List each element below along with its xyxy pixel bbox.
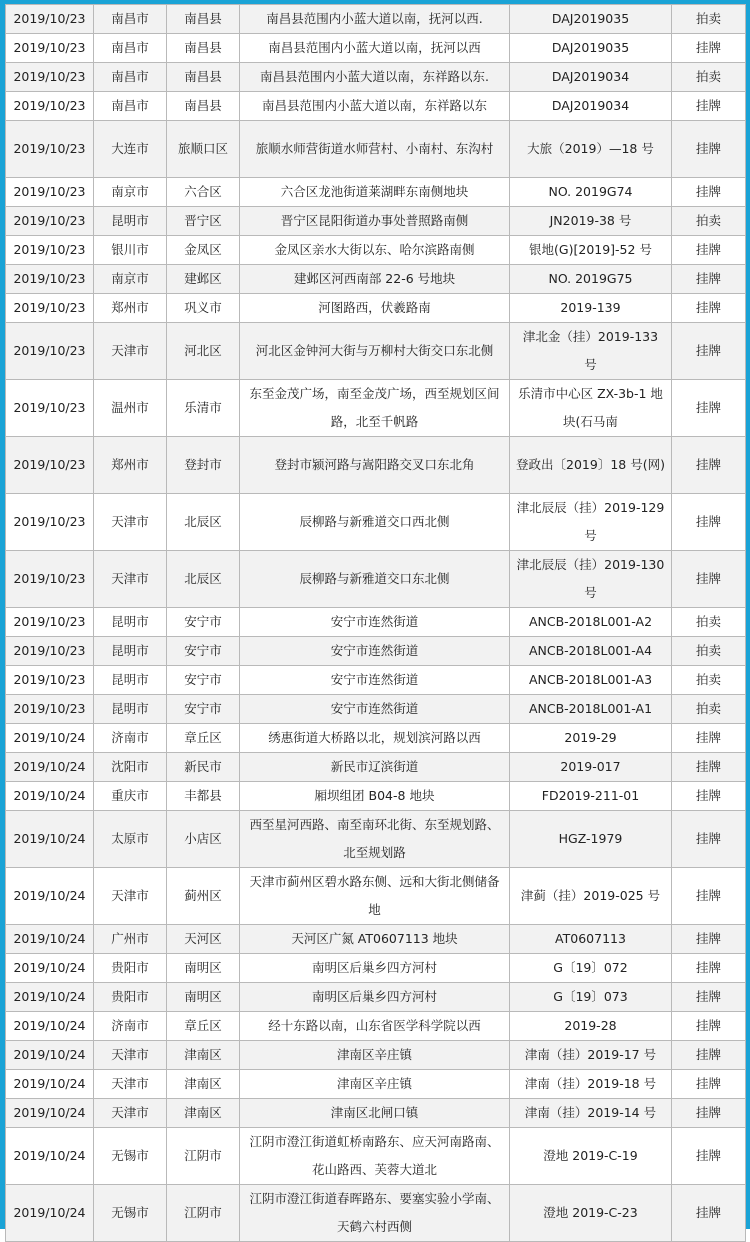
location-cell: 安宁市连然街道 — [240, 666, 510, 695]
transfer-method-cell: 挂牌 — [672, 551, 746, 608]
transfer-method-cell: 拍卖 — [672, 695, 746, 724]
location-cell: 安宁市连然街道 — [240, 695, 510, 724]
date-cell: 2019/10/23 — [6, 380, 94, 437]
date-cell: 2019/10/24 — [6, 1185, 94, 1242]
table-row — [6, 811, 746, 868]
location-cell: 河北区金钟河大街与万柳村大街交口东北侧 — [240, 323, 510, 380]
parcel-code-cell: 津南（挂）2019-17 号 — [510, 1041, 672, 1070]
parcel-code-cell: DAJ2019035 — [510, 5, 672, 34]
transfer-method-cell: 挂牌 — [672, 294, 746, 323]
district-cell: 安宁市 — [167, 608, 240, 637]
transfer-method-cell: 挂牌 — [672, 983, 746, 1012]
date-cell: 2019/10/23 — [6, 666, 94, 695]
city-cell: 贵阳市 — [94, 983, 167, 1012]
transfer-method-cell: 挂牌 — [672, 380, 746, 437]
district-cell: 章丘区 — [167, 1012, 240, 1041]
city-cell: 太原市 — [94, 811, 167, 868]
table-row — [6, 1099, 746, 1128]
transfer-method-cell: 挂牌 — [672, 1041, 746, 1070]
city-cell: 济南市 — [94, 1012, 167, 1041]
district-cell: 丰都县 — [167, 782, 240, 811]
location-cell: 江阴市澄江街道虹桥南路东、应天河南路南、花山路西、芙蓉大道北 — [240, 1128, 510, 1185]
city-cell: 无锡市 — [94, 1128, 167, 1185]
location-cell: 经十东路以南，山东省医学科学院以西 — [240, 1012, 510, 1041]
date-cell: 2019/10/23 — [6, 63, 94, 92]
city-cell: 广州市 — [94, 925, 167, 954]
city-cell: 昆明市 — [94, 207, 167, 236]
transfer-method-cell: 挂牌 — [672, 494, 746, 551]
table-row — [6, 236, 746, 265]
parcel-code-cell: G〔19〕072 — [510, 954, 672, 983]
parcel-code-cell: 2019-139 — [510, 294, 672, 323]
city-cell: 天津市 — [94, 868, 167, 925]
transfer-method-cell: 挂牌 — [672, 34, 746, 63]
table-row — [6, 34, 746, 63]
parcel-code-cell: DAJ2019035 — [510, 34, 672, 63]
city-cell: 沈阳市 — [94, 753, 167, 782]
table-row — [6, 178, 746, 207]
district-cell: 南昌县 — [167, 92, 240, 121]
table-row — [6, 265, 746, 294]
transfer-method-cell: 拍卖 — [672, 207, 746, 236]
district-cell: 江阴市 — [167, 1185, 240, 1242]
date-cell: 2019/10/24 — [6, 724, 94, 753]
date-cell: 2019/10/24 — [6, 1041, 94, 1070]
location-cell: 安宁市连然街道 — [240, 637, 510, 666]
transfer-method-cell: 挂牌 — [672, 753, 746, 782]
district-cell: 河北区 — [167, 323, 240, 380]
date-cell: 2019/10/23 — [6, 551, 94, 608]
district-cell: 蓟州区 — [167, 868, 240, 925]
date-cell: 2019/10/23 — [6, 608, 94, 637]
transfer-method-cell: 挂牌 — [672, 92, 746, 121]
transfer-method-cell: 挂牌 — [672, 265, 746, 294]
city-cell: 郑州市 — [94, 294, 167, 323]
location-cell: 津南区辛庄镇 — [240, 1070, 510, 1099]
table-row — [6, 5, 746, 34]
date-cell: 2019/10/23 — [6, 265, 94, 294]
transfer-method-cell: 挂牌 — [672, 782, 746, 811]
district-cell: 津南区 — [167, 1070, 240, 1099]
city-cell: 贵阳市 — [94, 954, 167, 983]
district-cell: 小店区 — [167, 811, 240, 868]
district-cell: 安宁市 — [167, 637, 240, 666]
table-row — [6, 608, 746, 637]
parcel-code-cell: 银地(G)[2019]-52 号 — [510, 236, 672, 265]
date-cell: 2019/10/23 — [6, 34, 94, 63]
table-row — [6, 121, 746, 178]
transfer-method-cell: 挂牌 — [672, 1185, 746, 1242]
location-cell: 东至金茂广场，南至金茂广场，西至规划区间路，北至千帆路 — [240, 380, 510, 437]
date-cell: 2019/10/24 — [6, 925, 94, 954]
parcel-code-cell: G〔19〕073 — [510, 983, 672, 1012]
parcel-code-cell: 津北辰辰（挂）2019-130 号 — [510, 551, 672, 608]
date-cell: 2019/10/23 — [6, 5, 94, 34]
district-cell: 南明区 — [167, 954, 240, 983]
district-cell: 江阴市 — [167, 1128, 240, 1185]
location-cell: 南昌县范围内小蓝大道以南，东祥路以东. — [240, 63, 510, 92]
location-cell: 南明区后巢乡四方河村 — [240, 954, 510, 983]
parcel-code-cell: 澄地 2019-C-19 — [510, 1128, 672, 1185]
district-cell: 旅顺口区 — [167, 121, 240, 178]
date-cell: 2019/10/23 — [6, 92, 94, 121]
district-cell: 南昌县 — [167, 34, 240, 63]
location-cell: 绣惠街道大桥路以北，规划滨河路以西 — [240, 724, 510, 753]
district-cell: 南昌县 — [167, 63, 240, 92]
location-cell: 津南区辛庄镇 — [240, 1041, 510, 1070]
location-cell: 登封市颍河路与嵩阳路交叉口东北角 — [240, 437, 510, 494]
location-cell: 河图路西，伏羲路南 — [240, 294, 510, 323]
district-cell: 津南区 — [167, 1041, 240, 1070]
district-cell: 登封市 — [167, 437, 240, 494]
city-cell: 天津市 — [94, 1099, 167, 1128]
city-cell: 南京市 — [94, 265, 167, 294]
district-cell: 津南区 — [167, 1099, 240, 1128]
location-cell: 金凤区亲水大街以东、哈尔滨路南侧 — [240, 236, 510, 265]
transfer-method-cell: 拍卖 — [672, 637, 746, 666]
date-cell: 2019/10/23 — [6, 323, 94, 380]
parcel-code-cell: AT0607113 — [510, 925, 672, 954]
district-cell: 乐清市 — [167, 380, 240, 437]
table-row — [6, 1070, 746, 1099]
location-cell: 西至星河西路、南至南环北街、东至规划路、北至规划路 — [240, 811, 510, 868]
city-cell: 昆明市 — [94, 637, 167, 666]
parcel-code-cell: FD2019-211-01 — [510, 782, 672, 811]
location-cell: 旅顺水师营街道水师营村、小南村、东沟村 — [240, 121, 510, 178]
table-row — [6, 1012, 746, 1041]
table-row — [6, 1185, 746, 1242]
date-cell: 2019/10/24 — [6, 868, 94, 925]
date-cell: 2019/10/23 — [6, 207, 94, 236]
table-row — [6, 925, 746, 954]
parcel-code-cell: DAJ2019034 — [510, 92, 672, 121]
parcel-code-cell: JN2019-38 号 — [510, 207, 672, 236]
district-cell: 南明区 — [167, 983, 240, 1012]
date-cell: 2019/10/24 — [6, 1012, 94, 1041]
table-row — [6, 782, 746, 811]
city-cell: 南昌市 — [94, 34, 167, 63]
date-cell: 2019/10/24 — [6, 1099, 94, 1128]
date-cell: 2019/10/24 — [6, 954, 94, 983]
parcel-code-cell: 津南（挂）2019-18 号 — [510, 1070, 672, 1099]
parcel-code-cell: ANCB-2018L001-A3 — [510, 666, 672, 695]
land-transaction-table — [5, 4, 746, 1242]
district-cell: 章丘区 — [167, 724, 240, 753]
table-row — [6, 983, 746, 1012]
parcel-code-cell: ANCB-2018L001-A1 — [510, 695, 672, 724]
table-body — [6, 5, 746, 1242]
table-row — [6, 724, 746, 753]
table-row — [6, 380, 746, 437]
city-cell: 天津市 — [94, 1070, 167, 1099]
city-cell: 南昌市 — [94, 63, 167, 92]
parcel-code-cell: 津北辰辰（挂）2019-129 号 — [510, 494, 672, 551]
city-cell: 重庆市 — [94, 782, 167, 811]
city-cell: 无锡市 — [94, 1185, 167, 1242]
transfer-method-cell: 挂牌 — [672, 1128, 746, 1185]
transfer-method-cell: 挂牌 — [672, 1070, 746, 1099]
location-cell: 厢坝组团 B04-8 地块 — [240, 782, 510, 811]
table-row — [6, 63, 746, 92]
district-cell: 安宁市 — [167, 695, 240, 724]
parcel-code-cell: 澄地 2019-C-23 — [510, 1185, 672, 1242]
transfer-method-cell: 挂牌 — [672, 954, 746, 983]
parcel-code-cell: 大旅（2019）—18 号 — [510, 121, 672, 178]
location-cell: 安宁市连然街道 — [240, 608, 510, 637]
transfer-method-cell: 挂牌 — [672, 437, 746, 494]
location-cell: 南明区后巢乡四方河村 — [240, 983, 510, 1012]
date-cell: 2019/10/23 — [6, 637, 94, 666]
district-cell: 建邺区 — [167, 265, 240, 294]
district-cell: 天河区 — [167, 925, 240, 954]
city-cell: 南昌市 — [94, 92, 167, 121]
district-cell: 南昌县 — [167, 5, 240, 34]
date-cell: 2019/10/24 — [6, 1128, 94, 1185]
location-cell: 江阴市澄江街道春晖路东、要塞实验小学南、天鹤六村西侧 — [240, 1185, 510, 1242]
parcel-code-cell: 津蓟（挂）2019-025 号 — [510, 868, 672, 925]
table-row — [6, 92, 746, 121]
transfer-method-cell: 挂牌 — [672, 236, 746, 265]
table-row — [6, 666, 746, 695]
city-cell: 昆明市 — [94, 608, 167, 637]
parcel-code-cell: NO. 2019G74 — [510, 178, 672, 207]
city-cell: 天津市 — [94, 551, 167, 608]
location-cell: 天津市蓟州区碧水路东侧、远和大街北侧储备地 — [240, 868, 510, 925]
table-row — [6, 1128, 746, 1185]
location-cell: 南昌县范围内小蓝大道以南，东祥路以东 — [240, 92, 510, 121]
date-cell: 2019/10/23 — [6, 294, 94, 323]
parcel-code-cell: 2019-017 — [510, 753, 672, 782]
date-cell: 2019/10/24 — [6, 811, 94, 868]
city-cell: 郑州市 — [94, 437, 167, 494]
table-row — [6, 868, 746, 925]
city-cell: 温州市 — [94, 380, 167, 437]
location-cell: 南昌县范围内小蓝大道以南，抚河以西 — [240, 34, 510, 63]
transfer-method-cell: 挂牌 — [672, 868, 746, 925]
city-cell: 济南市 — [94, 724, 167, 753]
parcel-code-cell: 乐清市中心区 ZX-3b-1 地块(石马南 — [510, 380, 672, 437]
transfer-method-cell: 拍卖 — [672, 63, 746, 92]
location-cell: 津南区北闸口镇 — [240, 1099, 510, 1128]
city-cell: 昆明市 — [94, 695, 167, 724]
parcel-code-cell: 津北金（挂）2019-133 号 — [510, 323, 672, 380]
transfer-method-cell: 挂牌 — [672, 323, 746, 380]
transfer-method-cell: 拍卖 — [672, 5, 746, 34]
date-cell: 2019/10/23 — [6, 695, 94, 724]
city-cell: 大连市 — [94, 121, 167, 178]
date-cell: 2019/10/24 — [6, 983, 94, 1012]
date-cell: 2019/10/24 — [6, 1070, 94, 1099]
district-cell: 安宁市 — [167, 666, 240, 695]
district-cell: 六合区 — [167, 178, 240, 207]
date-cell: 2019/10/23 — [6, 494, 94, 551]
table-row — [6, 695, 746, 724]
transfer-method-cell: 挂牌 — [672, 925, 746, 954]
parcel-code-cell: 2019-29 — [510, 724, 672, 753]
transfer-method-cell: 挂牌 — [672, 1099, 746, 1128]
city-cell: 天津市 — [94, 1041, 167, 1070]
date-cell: 2019/10/23 — [6, 236, 94, 265]
parcel-code-cell: ANCB-2018L001-A4 — [510, 637, 672, 666]
table-row — [6, 323, 746, 380]
transfer-method-cell: 挂牌 — [672, 1012, 746, 1041]
date-cell: 2019/10/23 — [6, 437, 94, 494]
district-cell: 新民市 — [167, 753, 240, 782]
table-row — [6, 437, 746, 494]
transfer-method-cell: 挂牌 — [672, 178, 746, 207]
location-cell: 六合区龙池街道莱湖畔东南侧地块 — [240, 178, 510, 207]
table-row — [6, 207, 746, 236]
location-cell: 辰柳路与新雅道交口西北侧 — [240, 494, 510, 551]
date-cell: 2019/10/24 — [6, 782, 94, 811]
transfer-method-cell: 挂牌 — [672, 811, 746, 868]
parcel-code-cell: 2019-28 — [510, 1012, 672, 1041]
date-cell: 2019/10/24 — [6, 753, 94, 782]
district-cell: 金凤区 — [167, 236, 240, 265]
city-cell: 天津市 — [94, 323, 167, 380]
transfer-method-cell: 挂牌 — [672, 121, 746, 178]
transfer-method-cell: 拍卖 — [672, 608, 746, 637]
location-cell: 天河区广氮 AT0607113 地块 — [240, 925, 510, 954]
parcel-code-cell: DAJ2019034 — [510, 63, 672, 92]
table-row — [6, 753, 746, 782]
location-cell: 南昌县范围内小蓝大道以南，抚河以西. — [240, 5, 510, 34]
transfer-method-cell: 挂牌 — [672, 724, 746, 753]
parcel-code-cell: HGZ-1979 — [510, 811, 672, 868]
location-cell: 辰柳路与新雅道交口东北侧 — [240, 551, 510, 608]
parcel-code-cell: 津南（挂）2019-14 号 — [510, 1099, 672, 1128]
table-row — [6, 1041, 746, 1070]
parcel-code-cell: 登政出〔2019〕18 号(网) — [510, 437, 672, 494]
city-cell: 昆明市 — [94, 666, 167, 695]
city-cell: 天津市 — [94, 494, 167, 551]
transfer-method-cell: 拍卖 — [672, 666, 746, 695]
district-cell: 晋宁区 — [167, 207, 240, 236]
city-cell: 南昌市 — [94, 5, 167, 34]
city-cell: 南京市 — [94, 178, 167, 207]
district-cell: 北辰区 — [167, 494, 240, 551]
district-cell: 巩义市 — [167, 294, 240, 323]
table-row — [6, 637, 746, 666]
table-row — [6, 954, 746, 983]
location-cell: 晋宁区昆阳街道办事处普照路南侧 — [240, 207, 510, 236]
date-cell: 2019/10/23 — [6, 178, 94, 207]
date-cell: 2019/10/23 — [6, 121, 94, 178]
location-cell: 新民市辽滨街道 — [240, 753, 510, 782]
district-cell: 北辰区 — [167, 551, 240, 608]
table-row — [6, 551, 746, 608]
table-row — [6, 494, 746, 551]
location-cell: 建邺区河西南部 22-6 号地块 — [240, 265, 510, 294]
parcel-code-cell: NO. 2019G75 — [510, 265, 672, 294]
city-cell: 银川市 — [94, 236, 167, 265]
table-row — [6, 294, 746, 323]
parcel-code-cell: ANCB-2018L001-A2 — [510, 608, 672, 637]
